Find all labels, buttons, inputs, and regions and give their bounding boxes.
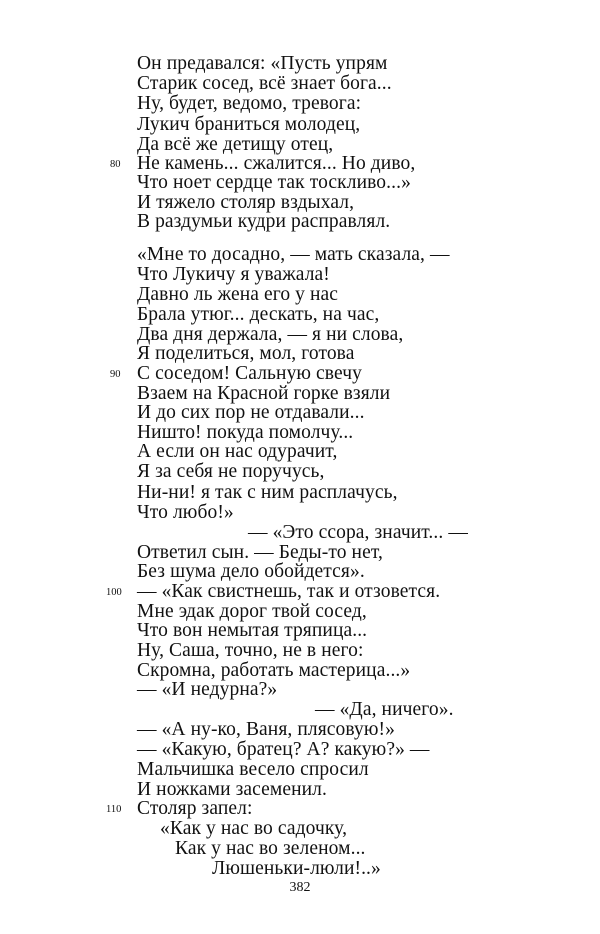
poem-line: И до сих пор не отдавали... xyxy=(137,402,365,424)
poem-line: Мальчишка весело спросил xyxy=(137,758,369,780)
poem-line: Взаем на Красной горке взяли xyxy=(137,383,391,405)
line-number: 110 xyxy=(106,803,122,815)
poem-line: «Мне то досадно, — мать сказала, — xyxy=(137,243,450,265)
poem-line: Столяр запел: xyxy=(137,797,253,819)
poem-line: Мне эдак дорог твой сосед, xyxy=(137,600,367,622)
poem-line: Давно ль жена его у нас xyxy=(137,283,339,305)
poem-line: Я поделиться, мол, готова xyxy=(137,342,355,364)
poem-line: Лукич браниться молодец, xyxy=(137,113,361,135)
poem-line: Ответил сын. — Беды-то нет, xyxy=(137,541,383,563)
poem-line: Что вон немытая тряпица... xyxy=(137,620,368,642)
poem-line: А если он нас одурачит, xyxy=(137,441,338,463)
poem-line: — «Как свистнешь, так и отзовется. xyxy=(137,580,441,602)
poem-line: — «Да, ничего». xyxy=(315,699,454,721)
poem-line: Люшеньки-люли!..» xyxy=(212,857,381,879)
line-number: 90 xyxy=(110,369,121,381)
poem-line: — «Какую, братец? А? какую?» — xyxy=(137,738,430,760)
poem-line: Ну, Саша, точно, не в него: xyxy=(137,640,364,662)
poem-line: Без шума дело обойдется». xyxy=(137,560,365,582)
poem-line: Я за себя не поручусь, xyxy=(137,461,325,483)
page-number: 382 xyxy=(289,880,311,895)
poem-line: Как у нас во зеленом... xyxy=(175,837,366,859)
poem-line: Что любо!» xyxy=(137,501,234,523)
poem-line: Ни-ни! я так с ним расплачусь, xyxy=(137,481,398,503)
poem-line: Брала утюг... дескать, на час, xyxy=(137,303,380,325)
poem-line: Не камень... сжалится... Но диво, xyxy=(137,152,416,174)
poem-line: В раздумьи кудри расправлял. xyxy=(137,211,391,233)
poem-line: — «И недурна?» xyxy=(137,679,278,701)
line-number: 80 xyxy=(110,158,121,170)
poem-line: Ништо! покуда помолчу... xyxy=(137,422,354,444)
poem-line: — «Это ссора, значит... — xyxy=(248,521,468,543)
poem-line: Два дня держала, — я ни слова, xyxy=(137,323,404,345)
poem-line: Он предавался: «Пусть упрям xyxy=(137,53,388,74)
poem-line: И ножками засеменил. xyxy=(137,778,327,800)
line-number: 100 xyxy=(106,586,122,598)
poem-line: Да всё же детищу отец, xyxy=(137,133,334,155)
poem-line: «Как у нас во садочку, xyxy=(160,817,348,839)
poem-line: Что ноет сердце так тоскливо...» xyxy=(137,172,411,194)
poem-line: С соседом! Сальную свечу xyxy=(137,363,363,385)
poem-line: — «А ну-ко, Ваня, плясовую!» xyxy=(137,719,396,741)
poem-line: Что Лукичу я уважала! xyxy=(137,263,330,285)
poem-line: Старик сосед, всё знает бога... xyxy=(137,72,392,94)
poem-line: Ну, будет, ведомо, тревога: xyxy=(137,92,362,114)
poem-line: Скромна, работать мастерица...» xyxy=(137,660,411,682)
poem-line: И тяжело столяр вздыхал, xyxy=(137,192,355,214)
